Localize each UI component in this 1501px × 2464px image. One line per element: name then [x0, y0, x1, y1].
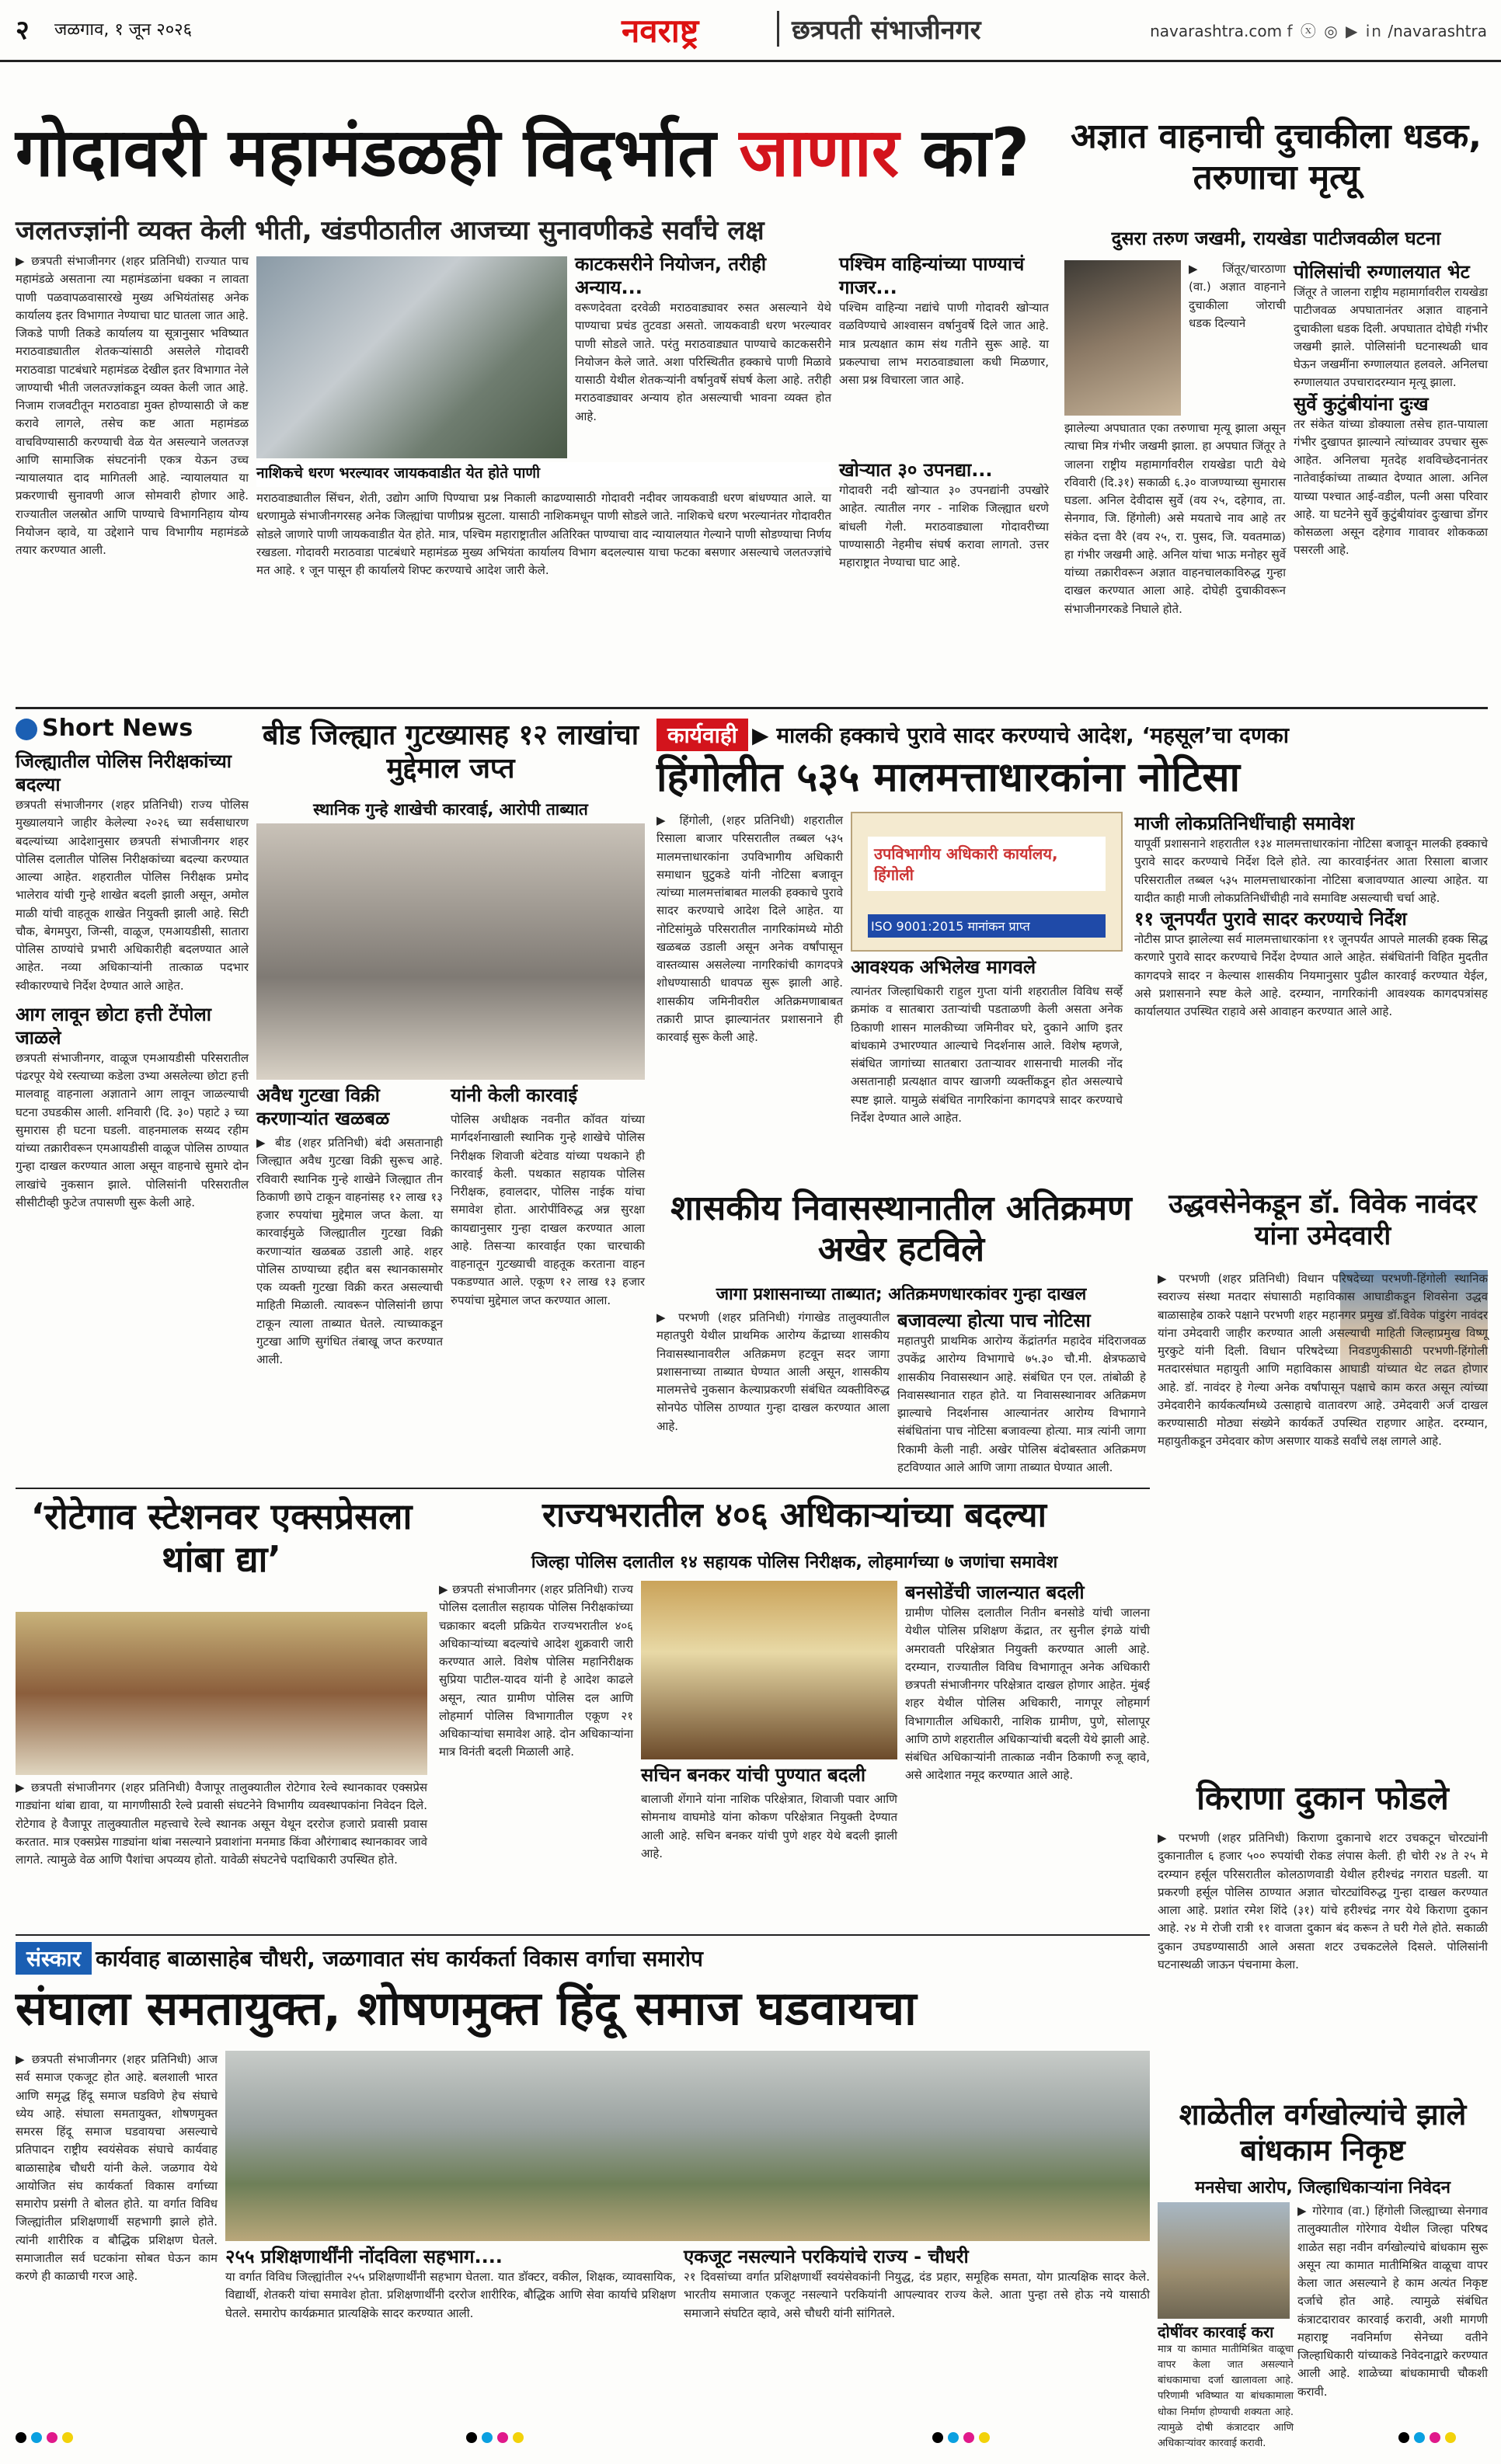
badlya-cap: सचिन बनकर यांची पुण्यात बदली: [641, 1764, 866, 1786]
kirana-body: ▶ परभणी (शहर प्रतिनिधी) किराणा दुकानाचे शटर उचकटून चोरट्यांनी दुकानातील ६ हजार ५०० रुपयांची रोकड लंपास केली. ही चोरी २४ ते २५ मे दरम्यान हर्सूल परिसरातील कोलठाणवाडी येथील हरीश्चंद्र नगरात घडली. या प्रकरणी हर्सूल पोलिस ठाण्यात अज्ञात चोरट्यांविरुद्ध गुन्हा दाखल करण्यात आला आहे. प्रशांत रमेश शिंदे (३१) यांचे हरीश्चंद्र नगर येथे किराणा दुकान आहे. २४ मे रोजी रात्री ११ वाजता दुकान बंद करून ते घरी गेले होते. सकाळी दुकान उघडण्यासाठी आले असता शटर उचकटलेले दिसले. पोलिसांनी घटनास्थळी जाऊन पंचनामा केला.: [1158, 1831, 1488, 1972]
paschim-body2: गोदावरी नदी खोऱ्यात ३० उपनद्यांनी उपखोरे आहेत. त्यातील नगर - नाशिक जिल्ह्यात धरणे बांधली गेली. मराठवाड्याला गोदावरीच्या पाण्यासाठी नेहमीच संघर्ष करावा लागतो. उत्तर महाराष्ट्रात नेण्याचा घाट आहे.: [839, 483, 1049, 569]
lead-headline-part1: गोदावरी महामंडळही विदर्भात: [16, 114, 716, 192]
sangh-kicker: [16, 1942, 1150, 1978]
beed-title: बीड जिल्ह्यात गुटख्यासह १२ लाखांचा मुद्देमाल जप्त: [262, 719, 639, 785]
hingoli-kicker: [656, 719, 1488, 750]
kaktas-title: काटकसरीने नियोजन, तरीही अन्याय...: [575, 253, 767, 298]
office-sign: उपविभागीय अधिकारी कार्यालय, हिंगोली: [868, 837, 1106, 891]
hingoli-body: ▶ हिंगोली, (शहर प्रतिनिधी) शहरातील रिसाला बाजार परिसरातील तब्बल ५३५ मालमत्ताधारकांना उपविभागीय अधिकारी समाधान घुटुकडे यांनी नोटिसा बजावून त्यांच्या मालमत्तांबाबत मालकी हक्काचे पुरावे सादर करण्याचे आदेश दिले आहेत. या नोटिसांमुळे परिसरातील नागरिकांमध्ये मोठी खळबळ उडाली असून अनेक वर्षांपासून वास्तव्यास असलेल्या नागरिकांची कागदपत्रे शोधण्यासाठी धावपळ सुरू झाली आहे. शासकीय जमिनीवरील अतिक्रमणाबाबत तक्रारी प्राप्त झाल्यानंतर प्रशासनाने ही कारवाई सुरू केली आहे.: [656, 813, 843, 1044]
sangh-photo: [225, 2051, 1150, 2241]
accident-title: अज्ञात वाहनाची दुचाकीला धडक, तरुणाचा मृत्यू: [1071, 117, 1482, 197]
edition-city: छत्रपती संभाजीनगर: [777, 11, 981, 47]
sangh-col2: [225, 2245, 676, 2416]
beed-photo: [256, 823, 645, 1080]
sangh-cap1-body: या वर्गात विविध जिल्ह्यांतील २५५ प्रशिक्षणार्थींनी सहभाग घेतला. यात डॉक्टर, वकील, शिक्षक, व्यावसायिक, विद्यार्थी, शेतकरी यांचा समावेश होता. प्रशिक्षणार्थींनी दररोज शारीरिक, बौद्धिक आणि सेवा कार्याचे प्रशिक्षण घेतले. समारोप कार्यक्रमात प्रात्यक्षिके सादर करण्यात आली.: [225, 2270, 676, 2320]
newspaper-logo: नवराष्ट्र: [622, 12, 699, 50]
shaskiy-body2: महातपुरी प्राथमिक आरोग्य केंद्रांतर्गत महादेव मंदिराजवळ उपकेंद्र आरोग्य विभागाचे ७५.३० चौ.मी. क्षेत्रफळाचे शासकीय निवासस्थान आहे. संबंधित एन एल. तांबोळी हे निवासस्थानात राहत होते. या निवासस्थानावर अतिक्रमण झाल्याचे निदर्शनास आल्यानंतर आरोग्य विभागाने संबंधितांना पाच नोटिसा बजावल्या होत्या. मात्र त्यांनी जागा रिकामी केली नाही. अखेर पोलिस बंदोबस्तात अतिक्रमण हटविण्यात आले आणि जागा ताब्यात घेण्यात आली.: [897, 1334, 1146, 1474]
short-news-label: Short News: [42, 715, 193, 742]
shala-body: ▶ गोरेगाव (वा.) हिंगोली जिल्ह्याच्या सेनगाव तालुक्यातील गोरेगाव येथील जिल्हा परिषद शाळेत सहा नवीन वर्गखोल्यांचे बांधकाम सुरू असून त्या कामात मातीमिश्रित वाळूचा वापर केला जात असल्याने हे काम अत्यंत निकृष्ट दर्जाचे होत आहे. त्यामुळे संबंधित कंत्राटदारावर कारवाई करावी, अशी मागणी महाराष्ट्र नवनिर्माण सेनेच्या वतीने जिल्हाधिकारी यांच्याकडे निवेदनाद्वारे करण्यात आली आहे. शाळेच्या बांधकामाची चौकशी करावी.: [1297, 2204, 1488, 2399]
col-kaktas: [575, 252, 831, 458]
beed-cap1: अवैध गुटखा विक्री करणाऱ्यांत खळबळ: [256, 1084, 390, 1129]
sangh-kicker-text: कार्यवाह बाळासाहेब चौधरी, जळगावात संघ कार्यकर्ता विकास वर्गाचा समारोप: [96, 1946, 703, 1972]
dam-photo-caption: नाशिकचे धरण भरल्यावर जायकवाडीत येत होते पाणी: [256, 462, 831, 487]
rotegaon-body: ▶ छत्रपती संभाजीनगर (शहर प्रतिनिधी) वैजापूर तालुक्यातील रोटेगाव रेल्वे स्थानकावर एक्सप्रेस गाड्यांना थांबा द्यावा, या मागणीसाठी रेल्वे प्रवासी संघटनेने विभागीय व्यवस्थापकांना निवेदन दिले. रोटेगाव हे वैजापूर तालुक्यातील महत्त्वाचे रेल्वे स्थानक असून येथून दररोज हजारो प्रवासी प्रवास करतात. मात्र एक्सप्रेस गाड्यांना थांबा नसल्याने प्रवाशांना मनमाड किंवा औरंगाबाद स्थानकावर जावे लागते. त्यामुळे वेळ आणि पैशांचा अपव्यय होतो. यावेळी संघटनेचे पदाधिकारी उपस्थित होते.: [16, 1780, 427, 1867]
shaskiy-sub: जागा प्रशासनाच्या ताब्यात; अतिक्रमणधारकांवर गुन्हा दाखल: [716, 1285, 1087, 1304]
hingoli-photo: [851, 812, 1123, 952]
accident-side-title2: सुर्वे कुटुंबीयांना दुःख: [1294, 392, 1429, 415]
shala-side: [1158, 2323, 1294, 2449]
sangh-cap2: एकजूट नसल्याने परकियांचे राज्य - चौधरी: [684, 2246, 969, 2267]
victim-photo: [1064, 260, 1181, 416]
lead-headline-part2: का?: [922, 114, 1030, 192]
social-icons[interactable]: f ⓧ ◎ ▶ in: [1287, 22, 1383, 40]
paschim-title: पश्चिम वाहिन्यांच्या पाण्याचं गाजर...: [839, 253, 1025, 298]
paschim-body: पश्चिम वाहिन्या नद्यांचे पाणी गोदावरी खोऱ्यात वळविण्याचे आश्वासन वर्षानुवर्षे दिले जात आहे. मात्र प्रत्यक्षात काम संथ गतीने सुरू आहे. या प्रकल्पाचा लाभ मराठवाड्याला कधी मिळणार, असा प्रश्न विचारला जात आहे.: [839, 301, 1049, 387]
site-url[interactable]: navarashtra.com: [1150, 22, 1283, 40]
shala-sub: मनसेचा आरोप, जिल्हाधिकाऱ्यांना निवेदन: [1195, 2178, 1451, 2198]
registration-marks: [1398, 2431, 1492, 2450]
accident-side-body2: तर संकेत यांच्या डोक्याला तसेच हात-पायाला गंभीर दुखापत झाल्याने त्यांच्यावर उपचार सुरू आहेत. अनिलचा मृतदेह शवविच्छेदनानंतर नातेवाईकांच्या ताब्यात देण्यात आला. अनिल याच्या पश्चात आई-वडील, पत्नी असा परिवार आहे. या घटनेने सुर्वे कुटुंबीयांवर दुःखाचा डोंगर कोसळला असून दहेगाव गावावर शोककळा पसरली आहे.: [1294, 416, 1488, 558]
dam-photo: [256, 256, 567, 458]
badlya-body: ▶ छत्रपती संभाजीनगर (शहर प्रतिनिधी) राज्य पोलिस दलातील सहायक पोलिस निरीक्षकांच्या चक्राकार बदली प्रक्रियेत राज्यभरातील ४०६ अधिकाऱ्यांच्या बदल्यांचे आदेश शुक्रवारी जारी करण्यात आले. विशेष पोलिस महानिरीक्षक सुप्रिया पाटील-यादव यांनी हे आदेश काढले असून, त्यात ग्रामीण पोलिस दल आणि लोहमार्ग पोलिस विभागातील एकूण २१ अधिकाऱ्यांचा समावेश आहे. दोन अधिकाऱ्यांना मात्र विनंती बदली मिळाली आहे.: [439, 1582, 633, 1759]
shaskiy-title2: बजावल्या होत्या पाच नोटिसा: [897, 1310, 1091, 1331]
accident-sub: दुसरा तरुण जखमी, रायखेडा पाटीजवळील घटना: [1111, 228, 1441, 249]
beed-body2: पोलिस अधीक्षक नवनीत कॉवत यांच्या मार्गदर्शनाखाली स्थानिक गुन्हे शाखेचे पोलिस निरीक्षक शिवाजी बंटेवाड यांच्या पथकाने ही कारवाई केली. पथकात सहायक पोलिस निरीक्षक, हवालदार, पोलिस नाईक यांचा समावेश होता. आरोपींविरुद्ध अन्न सुरक्षा कायद्यानुसार गुन्हा दाखल करण्यात आला आहे. तिसऱ्या कारवाईत एका चारचाकी वाहनातून गुटख्याची वाहतूक करताना वाहन पकडण्यात आले. एकूण १२ लाख १३ हजार रुपयांचा मुद्देमाल जप्त करण्यात आला.: [451, 1112, 645, 1307]
sangh-body: ▶ छत्रपती संभाजीनगर (शहर प्रतिनिधी) आज सर्व समाज एकजूट होत आहे. बलशाली भारत आणि समृद्ध हिंदू समाज घडविणे हेच संघाचे ध्येय आहे. संघाला समतायुक्त, शोषणमुक्त समरस हिंदू समाज घडवायचा असल्याचे प्रतिपादन राष्ट्रीय स्वयंसेवक संघाचे कार्यवाह बाळासाहेब चौधरी यांनी केले. जळगाव येथे आयोजित संघ कार्यकर्ता विकास वर्गाच्या समारोप प्रसंगी ते बोलत होते. या वर्गात विविध जिल्ह्यांतील प्रशिक्षणार्थी सहभागी झाले होते. त्यांनी शारीरिक व बौद्धिक प्रशिक्षण घेतले. समाजातील सर्व घटकांना सोबत घेऊन काम करणे ही काळाची गरज आहे.: [16, 2052, 218, 2283]
beed-body1: ▶ बीड (शहर प्रतिनिधी) बंदी असतानाही जिल्ह्यात अवैध गुटखा विक्री सुरूच आहे. रविवारी स्थानिक गुन्हे शाखेने जिल्ह्यात तीन ठिकाणी छापे टाकून वाहनांसह १२ लाख १३ हजार रुपयांचा मुद्देमाल जप्त केला. या कारवाईमुळे जिल्ह्यातील गुटखा विक्री करणाऱ्यांत खळबळ उडाली आहे. शहर पोलिस ठाण्याच्या हद्दीत बस स्थानकासमोर एक व्यक्ती गुटखा विक्री करत असल्याची माहिती मिळाली. त्यावरून पोलिसांनी छापा टाकून त्याला ताब्यात घेतले. त्याच्याकडून गुटखा आणि सुगंधित तंबाखू जप्त करण्यात आली.: [256, 1136, 443, 1366]
registration-marks: [466, 2431, 622, 2450]
hingoli-cap-body: त्यानंतर जिल्हाधिकारी राहुल गुप्ता यांनी शहरातील विविध सर्व्हे क्रमांक व सातबारा उताऱ्यांची पडताळणी केली असता अनेक ठिकाणी शासन मालकीच्या जमिनीवर घरे, दुकाने आणि इतर बांधकामे उभारण्यात आल्याचे निदर्शनास आले. विशेष म्हणजे, संबंधित जागांच्या सातबारा उताऱ्यावर शासनाची मालकी नोंद असतानाही प्रत्यक्षात वापर खाजगी व्यक्तींकडून होत असल्याचे स्पष्ट झाले. यामुळे संबंधित नागरिकांना कागदपत्रे सादर करण्याचे निर्देश देण्यात आले आहेत.: [851, 984, 1123, 1125]
badlya-side-body: ग्रामीण पोलिस दलातील नितीन बनसोडे यांची जालना येथील पोलिस प्रशिक्षण केंद्रात, तर सुनील इंगळे यांची अमरावती परिक्षेत्रात नियुक्ती करण्यात आली आहे. दरम्यान, राज्यातील विविध विभागातून अनेक अधिकारी छत्रपती संभाजीनगर परिक्षेत्रात दाखल होणार आहेत. मुंबई शहर येथील पोलिस अधिकारी, नागपूर लोहमार्ग विभागातील अधिकारी, नाशिक ग्रामीण, पुणे, सोलापूर आणि ठाणे शहरातील अधिकाऱ्यांची बदली येथे झाली आहे. संबंधित अधिकाऱ्यांनी तात्काळ नवीन ठिकाणी रुजू व्हावे, असे आदेशात नमूद करण्यात आले आहे.: [905, 1606, 1150, 1783]
kirana-title: किराणा दुकान फोडले: [1196, 1779, 1449, 1817]
issue-date: जळगाव, १ जून २०२६: [54, 20, 193, 40]
sangh-cap1: २५५ प्रशिक्षणार्थींनी नोंदविला सहभाग....: [225, 2246, 503, 2267]
masthead: [0, 0, 1501, 62]
iso-sign: ISO 9001:2015 मानांकन प्राप्त: [868, 914, 1106, 938]
divider: [16, 1488, 1150, 1489]
lead-headline-red: जाणार: [739, 114, 900, 192]
shala-title: शाळेतील वर्गखोल्यांचे झाले बांधकाम निकृष्ट: [1179, 2097, 1467, 2167]
accident-side: [1294, 260, 1488, 703]
lead-headline: [16, 114, 1049, 210]
badlya-title: राज्यभरातील ४०६ अधिकाऱ्यांच्या बदल्या: [542, 1495, 1047, 1535]
col-paschim-2: [839, 458, 1049, 699]
uddhav-title: उद्धवसेनेकडून डॉ. विवेक नावंदर यांना उमेदवारी: [1168, 1188, 1477, 1251]
lead-body: ▶ छत्रपती संभाजीनगर (शहर प्रतिनिधी) राज्यात पाच महामंडळे असताना त्या महामंडळांना धक्का न लावता पाणी पळवापळवासारखे मुख्य अभियंतांसह अनेक कार्यालय इतर विभागात नेण्याचा घाट घातला जात आहे. जिकडे पाणी तिकडे कार्यालय या सूत्रानुसार भविष्यात मराठवाड्यातील शेतकऱ्यांसाठी असलेले गोदावरी मराठवाडा पाटबंधारे महामंडळ देखील इतर विभागात नेले जाण्याची भीती जलतज्ज्ञांकडून व्यक्त केली जात आहे. निजाम राजवटीतून मराठवाडा मुक्त होण्यासाठी जे कष्ट करावे लागले, तसेच कष्ट आता महामंडळ वाचविण्यासाठी करण्याची वेळ येत असल्याने जलतज्ज्ञ आणि सामाजिक संघटनांनी एकत्र येऊन उच्च न्यायालयात दाद मागितली आहे. न्यायालयात या प्रकरणाची सुनावणी आज सोमवारी होणार आहे. राज्यातील जलस्रोत आणि पाण्याचे विभागनिहाय योग्य नियोजन व्हावे, या उद्देशाने पाच विभागीय महामंडळे तयार करण्यात आली.: [16, 254, 249, 557]
registration-marks: [16, 2431, 171, 2450]
sangh-cap2-body: २१ दिवसांच्या वर्गात प्रशिक्षणार्थी स्वयंसेवकांनी नियुद्ध, दंड प्रहार, समूहिक समता, योग प्रात्यक्षिक सादर केले. भारतीय समाजात एकजूट नसल्याने परकियांनी आपल्यावर राज्य केले. आता पुन्हा तसे होऊ नये यासाठी समाजाने संघटित व्हावे, असे चौधरी यांनी सांगितले.: [684, 2270, 1150, 2320]
short-news-title1: जिल्ह्यातील पोलिस निरीक्षकांच्या बदल्या: [16, 750, 232, 795]
registration-marks: [932, 2431, 1088, 2450]
police-cap-photo: [641, 1581, 897, 1759]
badlya-side: [905, 1581, 1150, 1926]
hingoli-side-body: यापूर्वी प्रशासनाने शहरातील १३४ मालमत्ताधारकांना नोटिसा बजावून मालकी हक्काचे पुरावे सादर करण्याचे निर्देश दिले होते. त्या कारवाईनंतर आता रिसाला बाजार परिसरातील तब्बल ५३५ मालमत्ताधारकांना नोटिसा बजावण्यात आल्या आहेत. या यादीत काही माजी लोकप्रतिनिधींचीही नावे समाविष्ट असल्याची चर्चा आहे.: [1134, 837, 1488, 905]
rotegaon-title: ‘रोटेगाव स्टेशनवर एक्सप्रेसला थांबा द्या’: [30, 1495, 413, 1581]
hingoli-title: हिंगोलीत ५३५ मालमत्ताधारकांना नोटिसा: [656, 754, 1241, 801]
hingoli-side: [1134, 812, 1488, 1177]
site-info: [1150, 19, 1487, 41]
rotegaon-photo: [16, 1612, 427, 1775]
shala-side-title: दोषींवर कारवाई करा: [1158, 2323, 1274, 2341]
hingoli-cap: आवश्यक अभिलेख मागवले: [851, 956, 1036, 978]
divider: [16, 1934, 1150, 1936]
short-news: [16, 715, 249, 1484]
beed-sub: स्थानिक गुन्हे शाखेची कारवाई, आरोपी ताब्यात: [313, 800, 588, 819]
hingoli-side-title2: ११ जूनपर्यंत पुरावे सादर करण्याचे निर्देश: [1134, 908, 1407, 930]
shaskiy-body: ▶ परभणी (शहर प्रतिनिधी) गंगाखेड तालुक्यातील महातपुरी येथील प्राथमिक आरोग्य केंद्राच्या शासकीय निवासस्थानावरील अतिक्रमण हटवून सदर जागा प्रशासनाच्या ताब्यात घेण्यात आली असून, शासकीय मालमत्तेचे नुकसान केल्याप्रकरणी संबंधित व्यक्तीविरुद्ध सोनपेठ पोलिस ठाण्यात गुन्हा दाखल करण्यात आला आहे.: [656, 1310, 890, 1433]
accident-dateline: ▶ जिंतूर/चारठाणा (वा.) अज्ञात वाहनाने दुचाकीला जोराची धडक दिल्याने: [1189, 262, 1286, 330]
hingoli-side-title: माजी लोकप्रतिनिधींचाही समावेश: [1134, 813, 1355, 834]
badlya-side-title: बनसोडेंची जालन्यात बदली: [905, 1582, 1085, 1603]
accident-side-title: पोलिसांची रुग्णालयात भेट: [1294, 261, 1470, 283]
short-news-icon: [16, 719, 37, 740]
accident-side-body: जिंतूर ते जालना राष्ट्रीय महामार्गावरील रायखेडा पाटीजवळ अपघातानंतर अज्ञात वाहनाने दुचाकीला धडक दिली. अपघातात दोघेही गंभीर जखमी झाले. पोलिसांनी घटनास्थळी धाव घेऊन जखमींना रुग्णालयात हलवले. अनिलचा रुग्णालयात उपचारादरम्यान मृत्यू झाला.: [1294, 285, 1488, 390]
sangh-kicker-tag: संस्कार: [16, 1942, 92, 1975]
sangh-col3: [684, 2245, 1150, 2416]
divider: [16, 707, 1488, 709]
hingoli-kicker-text: ▶ मालकी हक्काचे पुरावे सादर करण्याचे आदेश, ‘महसूल’चा दणका: [752, 722, 1290, 748]
lead-subheadline: जलतज्ज्ञांनी व्यक्त केली भीती, खंडपीठातील आजच्या सुनावणीकडे सर्वांचे लक्ष: [16, 215, 764, 246]
school-photo: [1158, 2202, 1290, 2319]
short-news-body1: छत्रपती संभाजीनगर (शहर प्रतिनिधी) राज्य पोलिस मुख्यालयाने जाहीर केलेल्या २०२६ च्या सर्वसाधारण बदल्यांच्या आदेशानुसार छत्रपती संभाजीनगर शहर पोलिस दलातील पोलिस निरीक्षकांच्या बदल्या करण्यात आल्या आहेत. शहरातील पोलिस निरीक्षक प्रमोद भालेराव यांची गुन्हे शाखेत बदली झाली असून, अमोल माळी यांची वाहतूक शाखेत नियुक्ती झाली आहे. सिटी चौक, बेगमपुरा, जिन्सी, वाळूज, एमआयडीसी, सातारा पोलिस ठाण्यांचे प्रभारी अधिकारीही बदलण्यात आले आहेत. नव्या अधिकाऱ्यांनी तात्काळ पदभार स्वीकारण्याचे निर्देश देण्यात आले आहेत.: [16, 798, 249, 993]
shaskiy-title: शासकीय निवासस्थानातील अतिक्रमण अखेर हटविले: [670, 1188, 1132, 1269]
sangh-title: संघाला समतायुक्त, शोषणमुक्त हिंदू समाज घडवायचा: [16, 1982, 917, 2036]
dam-photo-body: मराठवाड्यातील सिंचन, शेती, उद्योग आणि पिण्याचा प्रश्न निकाली काढण्यासाठी गोदावरी नदीवर जायकवाडी धरण बांधण्यात आले. या धरणामुळे संभाजीनगरसह अनेक जिल्ह्यांचा पाणीप्रश्न सुटला. यासाठी नाशिकमधून पाणी सोडले जाते. नाशिकचे धरण भरल्यानंतर गोदावरीत सोडले जाणारे पाणी जायकवाडीत येत होते. मात्र, पश्चिम महाराष्ट्रातील अतिरिक्त पाण्याचा वाद न्यायालयात गेल्याने पाणी सोडण्याचा निर्णय रखडला. गोदावरी मराठवाडा पाटबंधारे महामंडळ मुख्य अभियंता कार्यालय विभाग बदलल्यास याचा फटका बसणार असल्याचे जलतज्ज्ञांचे मत आहे. १ जून पासून ही कार्यालये शिफ्ट करण्याचे आदेश जारी केले.: [256, 491, 831, 577]
beed-cap2: यांनी केली कारवाई: [451, 1084, 578, 1106]
hingoli-side-body2: नोटीस प्राप्त झालेल्या सर्व मालमत्ताधारकांना ११ जूनपर्यंत आपले मालकी हक्क सिद्ध करणारे पुरावे सादर करण्याचे निर्देश देण्यात आले आहेत. संबंधितांनी विहित मुदतीत कागदपत्रे सादर न केल्यास शासकीय नियमानुसार पुढील कारवाई करण्यात येईल, असे प्रशासनाने स्पष्ट केले आहे. दरम्यान, नागरिकांनी आवश्यक कागदपत्रांसह कार्यालयात उपस्थित राहावे असे आवाहन करण्यात आले आहे.: [1134, 932, 1488, 1018]
hingoli-kicker-tag: कार्यवाही: [656, 719, 748, 751]
page-number: २: [16, 15, 30, 46]
shaskiy-col2: [897, 1309, 1146, 1484]
short-news-body2: छत्रपती संभाजीनगर, वाळूज एमआयडीसी परिसरातील पंढरपूर येथे रस्त्याच्या कडेला उभ्या असलेल्या छोटा हत्ती मालवाहू वाहनाला अज्ञाताने आग लावून जाळल्याची घटना उघडकीस आली. शनिवारी (दि. ३०) पहाटे ३ च्या सुमारास ही घटना घडली. वाहनमालक सय्यद रहीम यांच्या तक्रारीवरून एमआयडीसी वाळूज पोलिस ठाण्यात गुन्हा दाखल करण्यात आला असून वाहनाचे सुमारे दोन लाखांचे नुकसान झाले. पोलिसांनी परिसरातील सीसीटीव्ही फुटेज तपासणी सुरू केली आहे.: [16, 1050, 249, 1209]
badlya-sub: जिल्हा पोलिस दलातील १४ सहायक पोलिस निरीक्षक, लोहमार्गच्या ७ जणांचा समावेश: [531, 1553, 1058, 1572]
kaktas-body: वरूणदेवता दरवेळी मराठवाड्यावर रुसत असल्याने येथे पाण्याचा प्रचंड तुटवडा असतो. जायकवाडी धरण भरल्यावर पाणी सोडले जाते. परंतु मराठवाड्यात पाण्याचे काटकसरीने नियोजन केले जाते. अशा परिस्थितीत हक्काचे पाणी मिळावे यासाठी येथील शेतकऱ्यांनी वर्षानुवर्षे संघर्ष केला आहे. तरीही मराठवाड्यावर अन्याय होत असल्याची भावना व्यक्त होत आहे.: [575, 301, 831, 423]
shala-side-body: मात्र या कामात मातीमिश्रित वाळूचा वापर केला जात असल्याने बांधकामाचा दर्जा खालावला आहे. परिणामी भविष्यात या बांधकामाला धोका निर्माण होण्याची शक्यता आहे. त्यामुळे दोषी कंत्राटदार आणि अधिकाऱ्यांवर कारवाई करावी.: [1158, 2344, 1294, 2449]
col-paschim: [839, 252, 1049, 458]
paschim-title2: खोऱ्यात ३० उपनद्या...: [839, 459, 993, 481]
badlya-cap-body: बालाजी शेंगाने यांना नाशिक परिक्षेत्रात, शिवाजी पवार आणि सोमनाथ वाघमोडे यांना कोकण परिक्षेत्रात नियुक्ती देण्यात आली आहे. सचिन बनकर यांची पुणे शहर येथे बदली झाली आहे.: [641, 1792, 897, 1860]
accident-body: झालेल्या अपघातात एका तरुणाचा मृत्यू झाला असून त्याचा मित्र गंभीर जखमी झाला. हा अपघात जिंतूर ते जालना राष्ट्रीय महामार्गावरील रायखेडा पाटी येथे रविवारी (दि.३१) सकाळी ६.३० वाजण्याच्या सुमारास घडला. अनिल देवीदास सुर्वे (वय २५, दहेगाव, ता. सेनगाव, जि. हिंगोली) असे मयताचे नाव आहे तर संकेत दत्ता वैरे (वय २५, रा. पुसद, जि. यवतमाळ) हा गंभीर जखमी आहे. अनिल यांचा भाऊ मनोहर सुर्वे यांच्या तक्रारीवरून अज्ञात वाहनचालकाविरुद्ध गुन्हा दाखल करण्यात आला आहे. दोघेही दुचाकीवरून संभाजीनगरकडे निघाले होते.: [1064, 421, 1286, 616]
uddhav-body: ▶ परभणी (शहर प्रतिनिधी) विधान परिषदेच्या परभणी-हिंगोली स्थानिक स्वराज्य संस्था मतदार संघासाठी महाविकास आघाडीकडून शिवसेना उद्धव बाळासाहेब ठाकरे पक्षाने परभणी शहर महानगर प्रमुख डॉ.विवेक पांडुरंग नावंदर यांना उमेदवारी जाहीर करण्यात आली असल्याची माहिती जिल्हाप्रमुख विष्णू मुरकुटे यांनी दिली. विधान परिषदेच्या निवडणुकीसाठी परभणी-हिंगोली मतदारसंघात महायुती आणि महाविकास आघाडी यांच्यात थेट लढत होणार आहे. डॉ. नावंदर हे गेल्या अनेक वर्षांपासून पक्षाचे काम करत असून त्यांच्या उमेदवारीने कार्यकर्त्यांमध्ये उत्साहाचे वातावरण आहे. उमेदवारी अर्ज दाखल करण्यासाठी मोठ्या संख्येने कार्यकर्ते उपस्थित राहणार आहेत. दरम्यान, महायुतीकडून उमेदवार कोण असणार याकडे सर्वांचे लक्ष लागले आहे.: [1158, 1272, 1488, 1449]
social-handle: /navarashtra: [1388, 22, 1487, 40]
short-news-title2: आग लावून छोटा हत्ती टेंपोला जाळले: [16, 1003, 211, 1049]
